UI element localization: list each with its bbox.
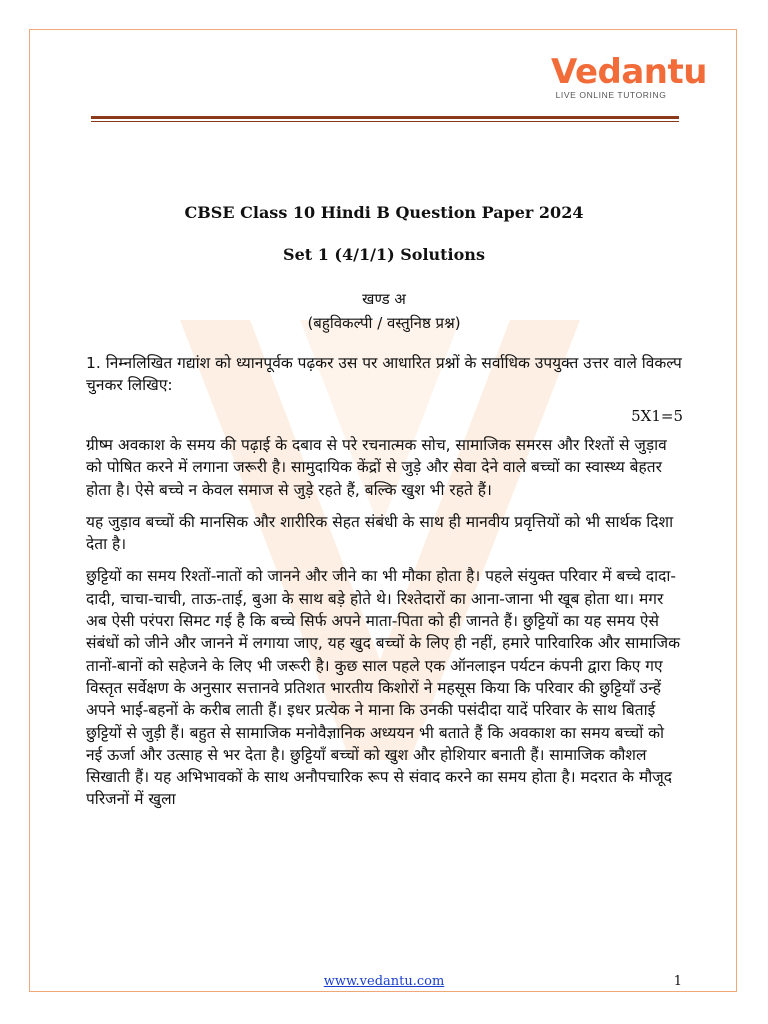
vedantu-logo[interactable] bbox=[551, 52, 707, 100]
question-marks: 5X1=5 bbox=[631, 407, 683, 425]
question-1-text: 1. निम्नलिखित गद्यांश को ध्यानपूर्वक पढ़कर उस पर आधारित प्रश्नों के सर्वाधिक उपयुक्त उत्तर वाले विकल्प चुनकर लिखिए: bbox=[86, 354, 682, 394]
page-number: 1 bbox=[673, 974, 682, 989]
passage-paragraph-2: यह जुड़ाव बच्चों की मानसिक और शारीरिक सेहत संबंधी के साथ ही मानवीय प्रवृत्तियों को भी सार्थक दिशा देता है। bbox=[86, 512, 674, 554]
paper-title: CBSE Class 10 Hindi B Question Paper 2024 bbox=[184, 203, 584, 222]
logo-wordmark: Vedantu bbox=[551, 52, 707, 92]
logo-tagline: LIVE ONLINE TUTORING bbox=[555, 90, 667, 100]
section-name: खण्ड अ bbox=[362, 290, 406, 308]
passage-paragraph-1: ग्रीष्म अवकाश के समय की पढ़ाई के दबाव से परे रचनात्मक सोच, सामाजिक समरस और रिश्तों से जुड़ाव को पोषित करने में लगाना जरूरी है। सामुदायिक केंद्रों से जुड़े और सेवा देने वाले बच्चों का स्वास्थ्य बेहतर होता है। ऐसे बच्चे न केवल समाज से जुड़े रहते हैं, बल्कि खुश भी रहते हैं। bbox=[86, 436, 667, 499]
section-type: (बहुविकल्पी / वस्तुनिष्ठ प्रश्न) bbox=[307, 314, 461, 332]
website-link[interactable]: www.vedantu.com bbox=[323, 974, 445, 989]
passage-paragraph-3: छुट्टियों का समय रिश्तों-नातों को जानने और जीने का भी मौका होता है। पहले संयुक्त परिवार में बच्चे दादा-दादी, चाचा-चाची, ताऊ-ताई, बुआ के साथ बड़े होते थे। रिश्तेदारों का आना-जाना भी खूब होता था। मगर अब ऐसी परंपरा सिमट गई है कि बच्चे सिर्फ अपने माता-पिता को ही जानते हैं। छुट्टियों का यह समय ऐसे संबंधों को जीने और जानने में लगाया जाए, यह खुद बच्चों के लिए ही नहीं, हमारे पारिवारिक और सामाजिक तानों-बानों को सहेजने के लिए भी जरूरी है। कुछ साल पहले एक ऑनलाइन पर्यटन कंपनी द्वारा किए गए विस्तृत सर्वेक्षण के अनुसार सत्तानवे प्रतिशत भारतीय किशोरों ने महसूस किया कि परिवार की छुट्टियाँ उन्हें अपने भाई-बहनों के करीब लाती हैं। इधर प्रत्येक ने माना कि उनकी पसंदीदा यादें परिवार के साथ बिताई छुट्टियों से जुड़ी हैं। बहुत से सामाजिक मनोवैज्ञानिक अध्ययन भी बताते हैं कि अवकाश का समय बच्चों को नई ऊर्जा और उत्साह से भर देता है। छुट्टियाँ बच्चों को खुश और होशियार बनाती हैं। सामाजिक कौशल सिखाती हैं। यह अभिभावकों के साथ अनौपचारिक रूप से संवाद करने का समय होता है। मदरात के मौजूद परिजनों में खुला bbox=[86, 567, 681, 809]
passage bbox=[86, 434, 682, 821]
paper-subtitle: Set 1 (4/1/1) Solutions bbox=[283, 245, 485, 264]
header-divider bbox=[91, 116, 679, 122]
footer bbox=[0, 974, 768, 989]
